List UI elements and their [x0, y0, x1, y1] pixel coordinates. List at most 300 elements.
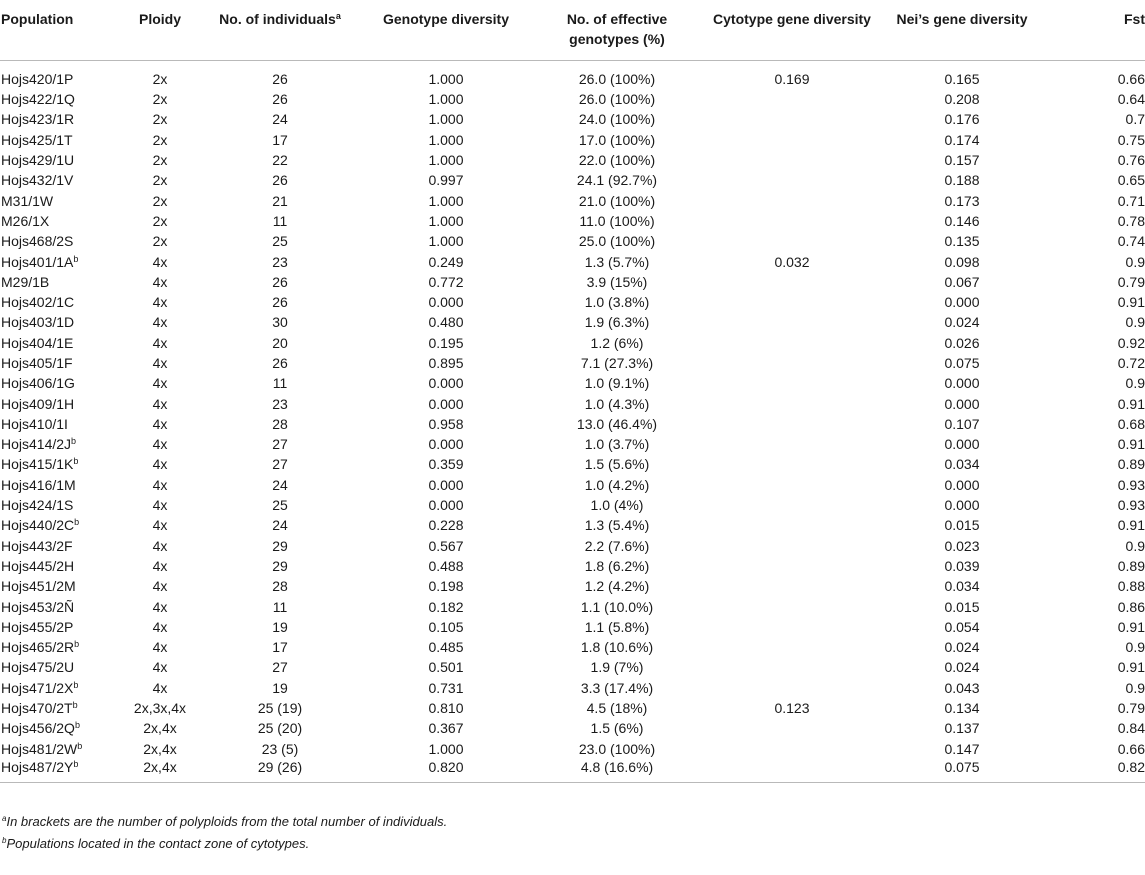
cell-genotype-diversity: 0.958 — [428, 415, 464, 432]
cell-effective-genotypes: 3.3 (17.4%) — [580, 679, 654, 696]
cell-population: Hojs422/1Q — [1, 91, 75, 108]
cell-effective-genotypes: 1.0 (3.8%) — [584, 294, 650, 311]
cell-population: $Hojs440/2C^b$ — [1, 517, 80, 534]
cell-genotype-diversity: 0.731 — [428, 679, 464, 696]
cell-population: Hojs445/2H — [1, 557, 75, 574]
cell-cytotype-diversity — [702, 576, 882, 596]
footnote-marker: b — [73, 679, 79, 690]
cell-individuals: 23 (5) — [261, 740, 299, 757]
cell-fst: 0.75 — [1117, 131, 1145, 148]
cell-ploidy: 2x — [152, 212, 168, 229]
cell-cytotype-diversity — [702, 759, 882, 783]
cell-effective-genotypes: 3.9 (15%) — [586, 273, 648, 290]
table-row — [0, 495, 1145, 515]
cell-nei-diversity: 0.000 — [944, 497, 980, 514]
cell-genotype-diversity: 1.000 — [428, 111, 464, 128]
col-header-fst: Fst — [1042, 0, 1145, 60]
cell-nei-diversity: 0.075 — [882, 759, 1042, 783]
cell-genotype-diversity: 0.810 — [428, 700, 464, 717]
cell-cytotype-diversity — [702, 150, 882, 170]
table-row — [0, 89, 1145, 109]
cell-effective-genotypes: 1.8 (10.6%) — [580, 639, 654, 656]
table-footnotes — [2, 811, 447, 855]
cell-genotype-diversity: 0.820 — [360, 759, 532, 783]
cell-ploidy: 4x — [152, 294, 168, 311]
table-row — [0, 759, 1145, 783]
cell-effective-genotypes: 1.9 (6.3%) — [584, 314, 650, 331]
cell-genotype-diversity: 1.000 — [428, 233, 464, 250]
table-row — [0, 109, 1145, 129]
cell-genotype-diversity: 1.000 — [428, 131, 464, 148]
cell-individuals: 24 — [272, 476, 288, 493]
cell-genotype-diversity: 0.567 — [428, 537, 464, 554]
footnote-marker: a — [335, 11, 341, 21]
col-header-ploidy: Ploidy — [120, 0, 200, 60]
cell-individuals: 27 — [272, 659, 288, 676]
cell-effective-genotypes: 1.0 (4%) — [590, 497, 644, 514]
cell-cytotype-diversity — [702, 353, 882, 373]
cell-ploidy: 4x — [152, 537, 168, 554]
table-row — [0, 617, 1145, 637]
table-row — [0, 251, 1145, 271]
footnote-marker: b — [72, 700, 78, 711]
cell-nei-diversity: 0.023 — [944, 537, 980, 554]
cell-individuals: 25 — [272, 497, 288, 514]
cell-effective-genotypes: 1.2 (4.2%) — [584, 578, 650, 595]
cell-fst: 0.86 — [1117, 598, 1145, 615]
cell-ploidy: 2x,4x — [143, 720, 177, 737]
cell-nei-diversity: 0.034 — [944, 578, 980, 595]
table-row — [0, 718, 1145, 738]
cell-fst: 0.68 — [1117, 415, 1145, 432]
table-row — [0, 373, 1145, 393]
cell-nei-diversity: 0.173 — [944, 192, 980, 209]
cell-fst: 0.79 — [1117, 700, 1145, 717]
cell-population: Hojs405/1F — [1, 355, 73, 371]
cell-genotype-diversity: 0.000 — [428, 436, 464, 453]
cell-cytotype-diversity — [702, 556, 882, 576]
cell-cytotype-diversity — [702, 475, 882, 495]
cell-population: $Hojs414/2J^b$ — [1, 436, 77, 453]
table-row — [0, 536, 1145, 556]
footnote-marker: b — [73, 253, 79, 264]
cell-individuals: 11 — [272, 598, 288, 615]
cell-fst: 0.91 — [1117, 659, 1145, 676]
cell-nei-diversity: 0.208 — [944, 91, 980, 108]
cell-ploidy: 4x — [152, 639, 168, 656]
cell-nei-diversity: 0.024 — [944, 314, 980, 331]
cell-nei-diversity: 0.134 — [944, 700, 980, 717]
cell-genotype-diversity: 1.000 — [428, 192, 464, 209]
cell-individuals: 26 — [272, 91, 288, 108]
cell-population: Hojs402/1C — [1, 294, 75, 311]
table-row — [0, 190, 1145, 210]
cell-fst: 0.71 — [1117, 192, 1145, 209]
cell-genotype-diversity: 1.000 — [428, 91, 464, 108]
cell-genotype-diversity: 0.000 — [428, 497, 464, 514]
cell-effective-genotypes: 24.0 (100%) — [578, 111, 656, 128]
cell-cytotype-diversity — [702, 333, 882, 353]
table-row — [0, 454, 1145, 474]
cell-genotype-diversity: 0.000 — [428, 395, 464, 412]
footnote-marker: b — [73, 456, 79, 467]
col-header-effective-genotypes: No. of effective genotypes (%) — [532, 0, 702, 60]
cell-fst: 0.91 — [1117, 436, 1145, 453]
cell-individuals: 30 — [272, 314, 288, 331]
cell-population: Hojs406/1G — [1, 375, 75, 392]
cell-fst: 0.91 — [1117, 294, 1145, 311]
cell-genotype-diversity: 0.195 — [428, 334, 464, 351]
cell-ploidy: 4x — [152, 557, 168, 574]
cell-population: $Hojs487/2Y^b$ — [0, 759, 120, 783]
cell-effective-genotypes: 1.1 (5.8%) — [584, 618, 650, 635]
cell-effective-genotypes: 1.3 (5.7%) — [584, 253, 650, 270]
cell-fst: 0.89 — [1117, 557, 1145, 574]
cell-fst: 0.9 — [1125, 375, 1145, 392]
cell-cytotype-diversity — [702, 231, 882, 251]
cell-fst: 0.7 — [1125, 111, 1145, 128]
cell-effective-genotypes: 1.2 (6%) — [590, 334, 644, 351]
cell-genotype-diversity: 0.485 — [428, 639, 464, 656]
cell-individuals: 26 — [272, 355, 288, 371]
cell-fst: 0.74 — [1117, 233, 1145, 250]
footnote-a: $^a$In brackets are the number of polyploids from the total number of individuals. — [2, 814, 448, 829]
cell-ploidy: 2x — [152, 111, 168, 128]
cell-nei-diversity: 0.039 — [944, 557, 980, 574]
cell-population: Hojs424/1S — [1, 497, 74, 514]
cell-individuals: 19 — [272, 618, 288, 635]
cell-individuals: 11 — [272, 212, 288, 229]
cell-fst: 0.9 — [1125, 639, 1145, 656]
cell-individuals: 17 — [272, 131, 288, 148]
cell-population: Hojs468/2S — [1, 233, 74, 250]
table-row — [0, 393, 1145, 413]
cell-cytotype-diversity: 0.169 — [774, 71, 810, 88]
cell-genotype-diversity: 0.480 — [428, 314, 464, 331]
cell-cytotype-diversity — [702, 272, 882, 292]
cell-nei-diversity: 0.176 — [944, 111, 980, 128]
cell-population: $Hojs471/2X^b$ — [1, 679, 79, 696]
cell-population: Hojs423/1R — [1, 111, 75, 128]
cell-genotype-diversity: 0.105 — [428, 618, 464, 635]
cell-genotype-diversity: 0.198 — [428, 578, 464, 595]
cell-population: Hojs432/1V — [1, 172, 74, 189]
cell-individuals: 29 — [272, 537, 288, 554]
col-header-cytotype-diversity: Cytotype gene diversity — [702, 0, 882, 60]
cell-population: Hojs409/1H — [1, 395, 75, 412]
cell-individuals: 25 (19) — [257, 700, 303, 717]
table-row — [0, 414, 1145, 434]
cell-cytotype-diversity — [702, 617, 882, 637]
cell-cytotype-diversity — [702, 657, 882, 677]
cell-nei-diversity: 0.054 — [944, 618, 980, 635]
cell-cytotype-diversity — [702, 109, 882, 129]
cell-genotype-diversity: 0.249 — [428, 253, 464, 270]
cell-ploidy: 2x — [152, 152, 168, 169]
cell-nei-diversity: 0.015 — [944, 598, 980, 615]
cell-fst: 0.92 — [1117, 334, 1145, 351]
cell-fst: 0.91 — [1117, 618, 1145, 635]
cell-individuals: 26 — [272, 172, 288, 189]
cell-cytotype-diversity — [702, 637, 882, 657]
cell-effective-genotypes: 1.0 (4.2%) — [584, 476, 650, 493]
cell-individuals: 26 — [272, 273, 288, 290]
cell-ploidy: 4x — [152, 436, 168, 453]
cell-population: Hojs410/1I — [1, 415, 68, 432]
cell-individuals: 25 — [272, 233, 288, 250]
cell-effective-genotypes: 11.0 (100%) — [579, 212, 655, 229]
cell-effective-genotypes: 26.0 (100%) — [578, 91, 656, 108]
table-row — [0, 657, 1145, 677]
cell-population: Hojs475/2U — [1, 659, 75, 676]
cell-fst: 0.93 — [1117, 476, 1145, 493]
cell-genotype-diversity: 0.182 — [428, 598, 464, 615]
cell-effective-genotypes: 13.0 (46.4%) — [576, 415, 658, 432]
cell-effective-genotypes: 1.0 (3.7%) — [584, 436, 650, 453]
cell-effective-genotypes: 1.5 (5.6%) — [584, 456, 650, 473]
table-header-row — [0, 0, 1145, 60]
cell-ploidy: 4x — [152, 618, 168, 635]
cell-individuals: 27 — [272, 456, 288, 473]
cell-population: $Hojs401/1A^b$ — [1, 253, 79, 270]
cell-genotype-diversity: 0.367 — [428, 720, 464, 737]
cell-genotype-diversity: 1.000 — [428, 152, 464, 169]
cell-fst: 0.78 — [1117, 212, 1145, 229]
cell-cytotype-diversity — [702, 739, 882, 759]
cell-effective-genotypes: 17.0 (100%) — [578, 131, 656, 148]
cell-genotype-diversity: 0.488 — [428, 557, 464, 574]
footnote-b: $^b$Populations located in the contact zone of cytotypes. — [2, 836, 310, 851]
table-row — [0, 698, 1145, 718]
cell-genotype-diversity: 0.359 — [428, 456, 464, 473]
cell-fst: 0.76 — [1117, 152, 1145, 169]
table-row — [0, 576, 1145, 596]
cell-nei-diversity: 0.024 — [944, 659, 980, 676]
cell-fst: 0.66 — [1117, 740, 1145, 757]
cell-fst: 0.9 — [1125, 253, 1145, 270]
cell-genotype-diversity: 0.997 — [428, 172, 464, 189]
cell-individuals: 29 — [272, 557, 288, 574]
cell-effective-genotypes: 1.0 (9.1%) — [584, 375, 650, 392]
cell-nei-diversity: 0.043 — [944, 679, 980, 696]
cell-cytotype-diversity: 0.123 — [774, 700, 810, 717]
cell-cytotype-diversity — [702, 393, 882, 413]
cell-population: $Hojs415/1K^b$ — [1, 456, 79, 473]
table-row — [0, 678, 1145, 698]
cell-ploidy: 4x — [152, 598, 168, 615]
cell-effective-genotypes: 24.1 (92.7%) — [576, 172, 658, 189]
cell-ploidy: 2x — [152, 71, 168, 88]
cell-cytotype-diversity — [702, 718, 882, 738]
cell-effective-genotypes: 22.0 (100%) — [578, 152, 656, 169]
cell-fst: 0.88 — [1117, 578, 1145, 595]
cell-population: $Hojs470/2T^b$ — [1, 700, 78, 717]
cell-nei-diversity: 0.174 — [944, 131, 980, 148]
cell-nei-diversity: 0.015 — [944, 517, 980, 534]
cell-ploidy: 4x — [152, 355, 168, 371]
cell-cytotype-diversity: 0.032 — [774, 253, 810, 270]
col-header-genotype-diversity: Genotype diversity — [360, 0, 532, 60]
cell-ploidy: 4x — [152, 578, 168, 595]
cell-effective-genotypes: 4.8 (16.6%) — [532, 759, 702, 783]
cell-nei-diversity: 0.000 — [944, 395, 980, 412]
cell-nei-diversity: 0.075 — [944, 355, 980, 371]
cell-nei-diversity: 0.146 — [944, 212, 980, 229]
cell-fst: 0.93 — [1117, 497, 1145, 514]
cell-cytotype-diversity — [702, 515, 882, 535]
cell-cytotype-diversity — [702, 89, 882, 109]
cell-nei-diversity: 0.165 — [944, 71, 980, 88]
cell-ploidy: 4x — [152, 334, 168, 351]
cell-ploidy: 4x — [152, 375, 168, 392]
cell-population: Hojs420/1P — [1, 71, 74, 88]
cell-cytotype-diversity — [702, 434, 882, 454]
cell-fst: 0.79 — [1117, 273, 1145, 290]
cell-ploidy: 2x — [152, 172, 168, 189]
cell-fst: 0.82 — [1042, 759, 1145, 783]
table-row — [0, 150, 1145, 170]
cell-cytotype-diversity — [702, 373, 882, 393]
cell-population: $Hojs465/2R^b$ — [1, 639, 80, 656]
table-row — [0, 272, 1145, 292]
cell-fst: 0.9 — [1125, 537, 1145, 554]
cell-nei-diversity: 0.157 — [944, 152, 980, 169]
cell-cytotype-diversity — [702, 454, 882, 474]
cell-nei-diversity: 0.034 — [944, 456, 980, 473]
cell-effective-genotypes: 2.2 (7.6%) — [584, 537, 650, 554]
table-row — [0, 312, 1145, 332]
cell-cytotype-diversity — [702, 170, 882, 190]
cell-nei-diversity: 0.107 — [944, 415, 980, 432]
table-row — [0, 434, 1145, 454]
cell-ploidy: 2x — [152, 192, 168, 209]
cell-fst: 0.89 — [1117, 456, 1145, 473]
cell-population: $Hojs456/2Q^b$ — [1, 720, 80, 737]
cell-ploidy: 4x — [152, 253, 168, 270]
cell-genotype-diversity: 0.772 — [428, 273, 464, 290]
cell-nei-diversity: 0.024 — [944, 639, 980, 656]
cell-effective-genotypes: 26.0 (100%) — [578, 71, 656, 88]
cell-cytotype-diversity — [702, 678, 882, 698]
cell-individuals: 24 — [272, 111, 288, 128]
table-row — [0, 231, 1145, 251]
cell-genotype-diversity: 0.000 — [428, 375, 464, 392]
cell-genotype-diversity: 1.000 — [428, 71, 464, 88]
cell-individuals: 28 — [272, 415, 288, 432]
cell-genotype-diversity: 1.000 — [428, 212, 464, 229]
cell-fst: 0.65 — [1117, 172, 1145, 189]
cell-cytotype-diversity — [702, 292, 882, 312]
cell-ploidy: 4x — [152, 395, 168, 412]
cell-nei-diversity: 0.147 — [944, 740, 980, 757]
cell-nei-diversity: 0.067 — [944, 273, 980, 290]
table-row — [0, 739, 1145, 759]
table-row — [0, 596, 1145, 616]
cell-population: Hojs425/1T — [1, 131, 73, 148]
col-header-individuals: No. of individuals$^a$ — [200, 0, 360, 60]
cell-genotype-diversity: 0.000 — [428, 294, 464, 311]
cell-effective-genotypes: 1.8 (6.2%) — [584, 557, 650, 574]
table-row — [0, 475, 1145, 495]
cell-population: Hojs429/1U — [1, 152, 75, 169]
cell-population: M31/1W — [1, 192, 54, 209]
cell-individuals: 19 — [272, 679, 288, 696]
cell-individuals: 11 — [272, 375, 288, 392]
cell-nei-diversity: 0.135 — [944, 233, 980, 250]
cell-individuals: 21 — [272, 192, 288, 209]
cell-effective-genotypes: 1.9 (7%) — [590, 659, 644, 676]
cell-individuals: 22 — [272, 152, 288, 169]
cell-fst: 0.84 — [1117, 720, 1145, 737]
table-row — [0, 292, 1145, 312]
cell-fst: 0.72 — [1117, 355, 1145, 371]
cell-cytotype-diversity — [702, 495, 882, 515]
cell-nei-diversity: 0.000 — [944, 375, 980, 392]
cell-individuals: 25 (20) — [257, 720, 303, 737]
cell-genotype-diversity: 0.228 — [428, 517, 464, 534]
footnote-marker: b — [74, 639, 80, 650]
cell-fst: 0.66 — [1117, 71, 1145, 88]
cell-effective-genotypes: 1.1 (10.0%) — [580, 598, 654, 615]
cell-nei-diversity: 0.137 — [944, 720, 980, 737]
cell-effective-genotypes: 1.3 (5.4%) — [584, 517, 650, 534]
cell-individuals: 26 — [272, 71, 288, 88]
col-header-population: Population — [0, 0, 120, 60]
cell-nei-diversity: 0.000 — [944, 294, 980, 311]
cell-genotype-diversity: 0.895 — [428, 355, 464, 371]
cell-nei-diversity: 0.098 — [944, 253, 980, 270]
cell-fst: 0.9 — [1125, 314, 1145, 331]
cell-ploidy: 2x,4x — [120, 759, 200, 783]
cell-individuals: 23 — [272, 395, 288, 412]
cell-population: M29/1B — [1, 273, 50, 290]
cell-individuals: 24 — [272, 517, 288, 534]
cell-ploidy: 2x — [152, 91, 168, 108]
table-row — [0, 130, 1145, 150]
cell-population: M26/1X — [1, 212, 50, 229]
cell-ploidy: 2x — [152, 131, 168, 148]
cell-effective-genotypes: 4.5 (18%) — [586, 700, 648, 717]
footnote-marker: b — [77, 740, 83, 751]
cell-ploidy: 4x — [152, 415, 168, 432]
footnote-marker: b — [73, 758, 79, 769]
cell-effective-genotypes: 23.0 (100%) — [578, 740, 656, 757]
table-row — [0, 211, 1145, 231]
cell-individuals: 17 — [272, 639, 288, 656]
cell-ploidy: 4x — [152, 497, 168, 514]
table-row — [0, 515, 1145, 535]
cell-genotype-diversity: 0.501 — [428, 659, 464, 676]
cell-fst: 0.9 — [1125, 679, 1145, 696]
cell-effective-genotypes: 1.0 (4.3%) — [584, 395, 650, 412]
cell-effective-genotypes: 1.5 (6%) — [590, 720, 644, 737]
cell-genotype-diversity: 0.000 — [428, 476, 464, 493]
cell-cytotype-diversity — [702, 211, 882, 231]
cell-population: $Hojs481/2W^b$ — [1, 740, 83, 757]
cell-fst: 0.91 — [1117, 517, 1145, 534]
cell-ploidy: 4x — [152, 476, 168, 493]
cell-cytotype-diversity — [702, 414, 882, 434]
cell-ploidy: 4x — [152, 517, 168, 534]
cell-individuals: 27 — [272, 436, 288, 453]
col-header-nei-diversity: Nei’s gene diversity — [882, 0, 1042, 60]
cell-effective-genotypes: 7.1 (27.3%) — [580, 355, 654, 371]
cell-nei-diversity: 0.026 — [944, 334, 980, 351]
cell-ploidy: 4x — [152, 679, 168, 696]
cell-fst: 0.91 — [1117, 395, 1145, 412]
cell-population: Hojs453/2Ñ — [1, 598, 75, 615]
cell-cytotype-diversity — [702, 312, 882, 332]
